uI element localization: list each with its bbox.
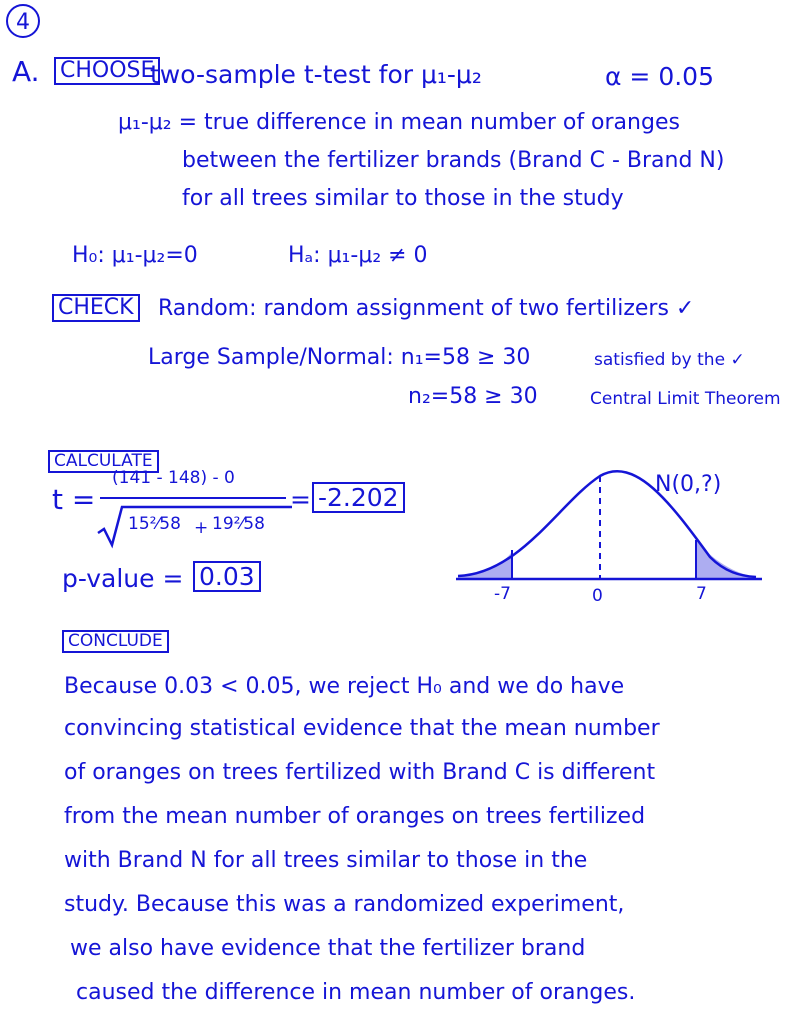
conclusion-line-4: from the mean number of oranges on trees fertilized <box>64 804 646 829</box>
p-value: 0.03 <box>193 561 261 592</box>
conclusion-line-3: of oranges on trees fertilized with Brand C is different <box>64 760 656 785</box>
distribution-label: N(0,?) <box>655 472 722 497</box>
check-label: CHECK <box>52 294 140 322</box>
large-sample-condition: Large Sample/Normal: n₁=58 ≥ 30 <box>148 345 531 370</box>
p-value-label: p-value = <box>62 564 184 593</box>
part-label: A. <box>12 55 40 88</box>
satisfied-note: satisfied by the ✓ <box>594 350 745 370</box>
conclude-label: CONCLUDE <box>62 630 169 653</box>
choose-label: CHOOSE <box>54 57 160 85</box>
equals-sign: = <box>290 485 311 514</box>
problem-number: 4 <box>6 4 40 38</box>
denominator-plus: + <box>194 518 209 538</box>
n2-condition: n₂=58 ≥ 30 <box>408 384 538 409</box>
conclusion-line-2: convincing statistical evidence that the mean number <box>64 716 660 741</box>
denominator-term-1: 15²⁄58 <box>128 514 181 534</box>
conclusion-line-6: study. Because this was a randomized experiment, <box>64 892 625 917</box>
conclusion-line-8: caused the difference in mean number of oranges. <box>76 980 636 1005</box>
random-condition: Random: random assignment of two fertilizers ✓ <box>158 296 695 321</box>
conclusion-line-1: Because 0.03 < 0.05, we reject H₀ and we do have <box>64 674 625 699</box>
parameter-line-2: between the fertilizer brands (Brand C - Brand N) <box>182 148 725 173</box>
conclusion-line-5: with Brand N for all trees similar to those in the <box>64 848 588 873</box>
tick-label-left: -7 <box>494 584 511 604</box>
conclusion-line-7: we also have evidence that the fertilizer brand <box>70 936 586 961</box>
clt-note: Central Limit Theorem <box>590 389 781 409</box>
tick-label-center: 0 <box>592 586 603 606</box>
alternative-hypothesis: Hₐ: μ₁-μ₂ ≠ 0 <box>288 243 428 268</box>
parameter-line-3: for all trees similar to those in the study <box>182 186 624 211</box>
parameter-line-1: μ₁-μ₂ = true difference in mean number of oranges <box>118 110 680 135</box>
t-numerator: (141 - 148) - 0 <box>112 468 235 488</box>
tick-label-right: 7 <box>696 584 707 604</box>
fraction-bar <box>100 497 286 499</box>
calculate-label: CALCULATE <box>48 450 159 473</box>
null-hypothesis: H₀: μ₁-μ₂=0 <box>72 243 198 268</box>
t-equals: t = <box>52 483 96 516</box>
denominator-term-2: 19²⁄58 <box>212 514 265 534</box>
choose-test: two-sample t-test for μ₁-μ₂ <box>150 60 482 89</box>
t-statistic-value: -2.202 <box>312 482 405 513</box>
alpha-level: α = 0.05 <box>605 62 714 91</box>
right-tail-shading <box>696 540 756 578</box>
